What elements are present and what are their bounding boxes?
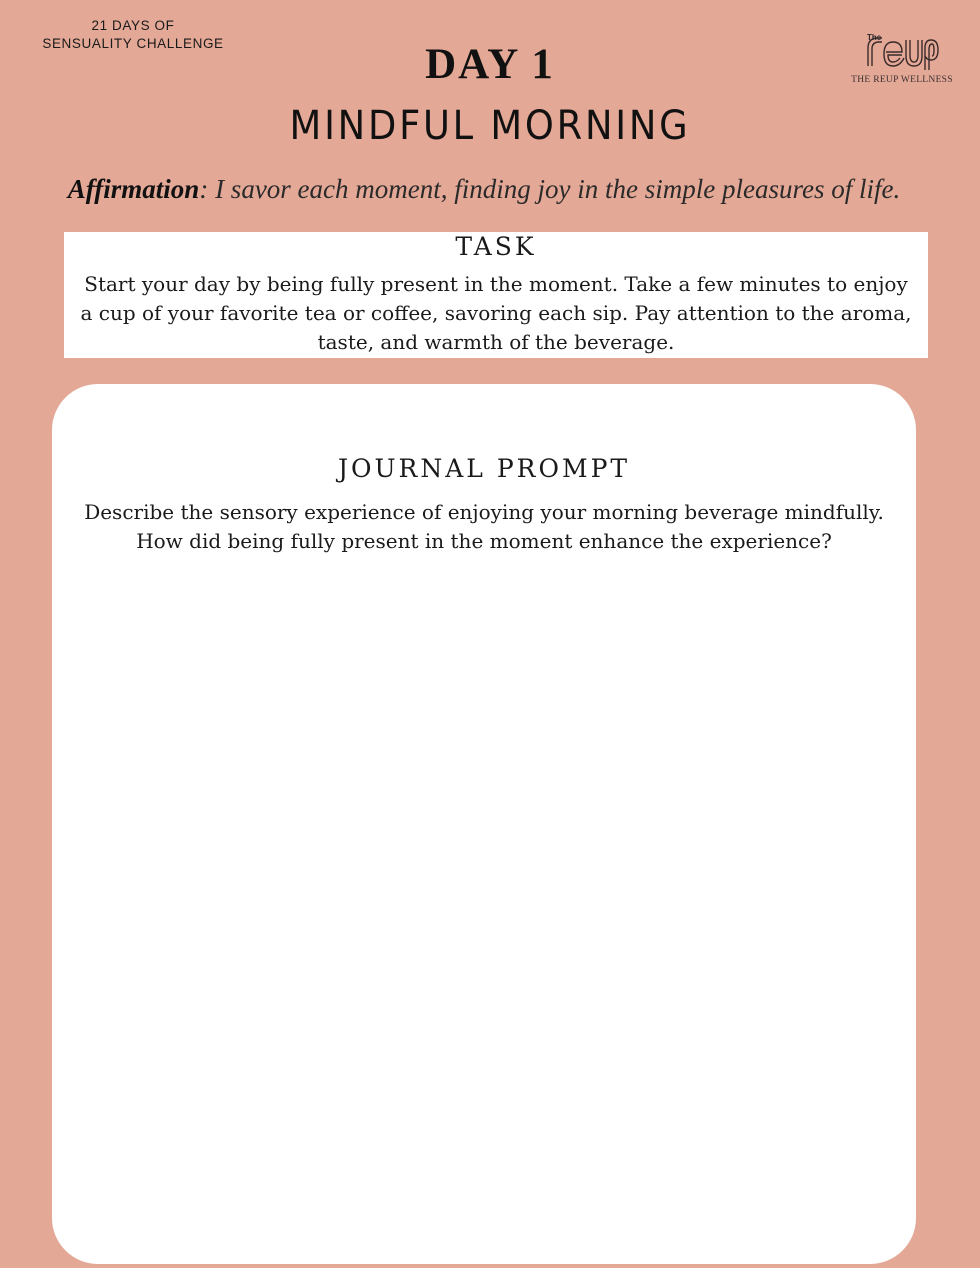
day-title: DAY 1	[425, 41, 555, 88]
journal-heading: JOURNAL PROMPT	[337, 454, 631, 483]
challenge-label-line2: SENSUALITY CHALLENGE	[42, 36, 224, 51]
challenge-label-line1: 21 DAYS OF	[91, 18, 175, 33]
journal-panel[interactable]	[52, 384, 916, 1264]
logo-the-label: The	[867, 33, 882, 42]
affirmation-text: : I savor each moment, finding joy in the simple pleasures of life.	[199, 174, 901, 204]
task-panel	[64, 232, 928, 358]
affirmation-label: Affirmation	[67, 174, 200, 204]
task-body: Start your day by being fully present in the moment. Take a few minutes to enjoy a cup of your favorite tea or coffee, savoring each sip. Pay attention to the aroma, taste, and warmth of the beverage.	[80, 272, 912, 354]
task-heading: TASK	[455, 232, 537, 261]
theme-title: MINDFUL MORNING	[289, 103, 691, 149]
logo-wordmark: THE REUP WELLNESS	[851, 75, 953, 85]
journal-prompt: Describe the sensory experience of enjoying your morning beverage mindfully. How did being fully present in the moment enhance the experience?	[84, 500, 884, 553]
affirmation	[0, 174, 968, 205]
